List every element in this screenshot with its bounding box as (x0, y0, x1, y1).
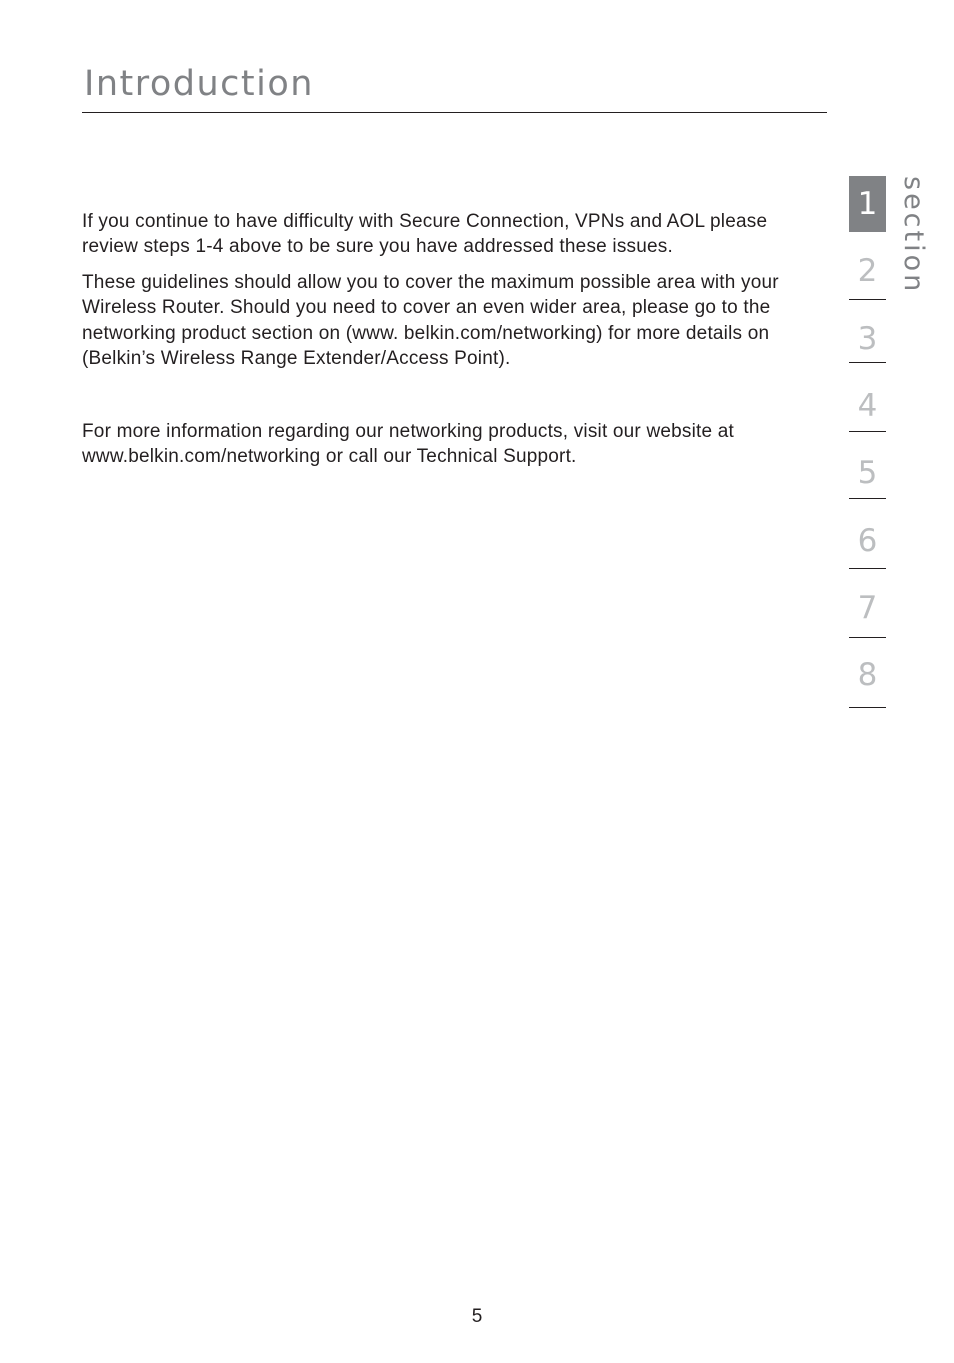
section-tab-3[interactable]: 3 (857, 321, 878, 357)
section-tab-8[interactable]: 8 (857, 657, 878, 693)
page-title: Introduction (84, 64, 314, 104)
section-tab-5[interactable]: 5 (857, 455, 878, 491)
section-label: section (898, 176, 929, 295)
section-tab-2[interactable]: 2 (857, 253, 878, 289)
section-divider (849, 431, 886, 432)
section-divider (849, 299, 886, 300)
section-divider (849, 568, 886, 569)
paragraph-secure-connection: If you continue to have difficulty with Secure Connection, VPNs and AOL please review steps 1-4 above to be sure you have addressed these issues. (82, 211, 768, 258)
section-divider (849, 362, 886, 363)
section-divider (849, 707, 886, 708)
section-tab-6[interactable]: 6 (857, 523, 878, 559)
section-tab-1[interactable]: 1 (849, 176, 886, 232)
paragraph-more-information: For more information regarding our networking products, visit our website at www.belkin.com/networking or call our Technical Support. (82, 420, 734, 468)
section-divider (849, 637, 886, 638)
paragraph-coverage-guidelines: These guidelines should allow you to cover the maximum possible area with your Wireless Router. Should you need to cover an even wider area, please go to the networking product section on (www. belkin.com/networking) for more details on (Belkin’s Wireless Range Extender/Access Point). (82, 272, 779, 369)
page-number: 5 (471, 1306, 483, 1327)
section-tab-7[interactable]: 7 (857, 590, 878, 626)
body-text (82, 209, 802, 469)
section-tab-4[interactable]: 4 (857, 388, 878, 424)
title-divider (82, 112, 827, 113)
section-divider (849, 498, 886, 499)
